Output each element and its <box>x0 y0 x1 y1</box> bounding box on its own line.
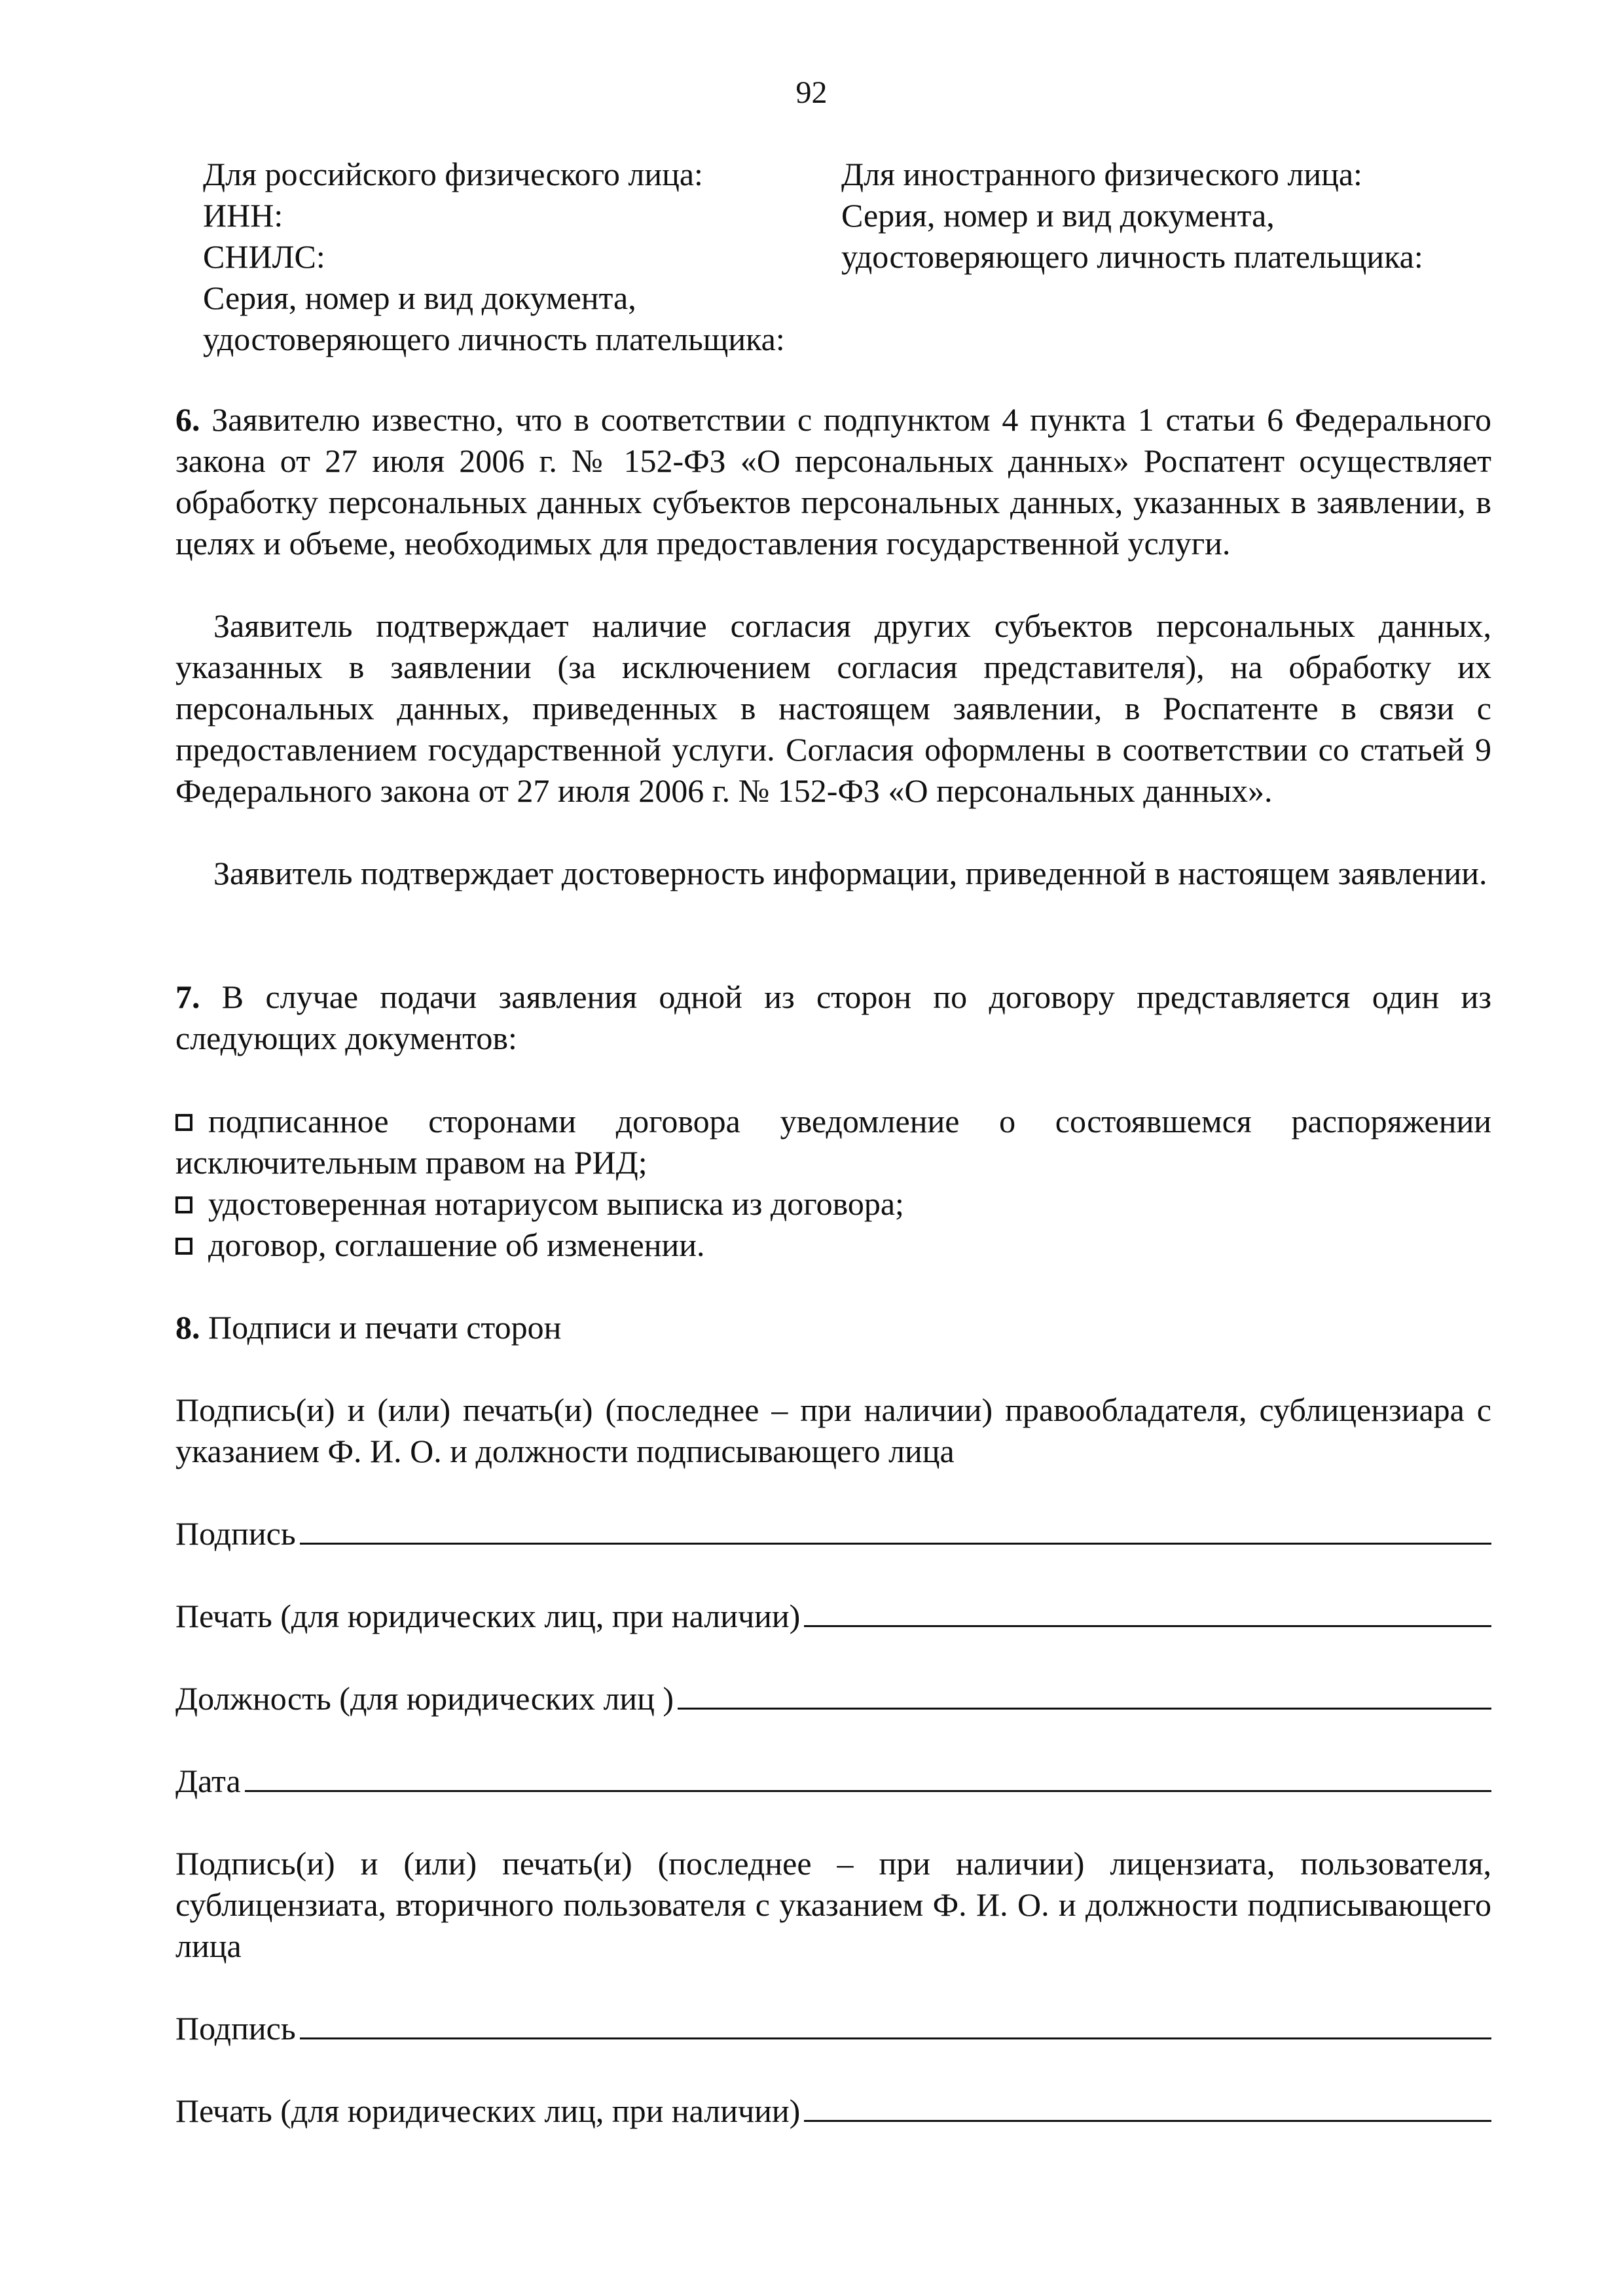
checkbox-contract[interactable] <box>175 1238 192 1255</box>
party2-intro: Подпись(и) и (или) печать(и) (последнее – при наличии) лицензиата, пользователя, сублицензиата, вторичного пользователя с указанием Ф. И. О. и должности подписывающего лица <box>175 1845 1491 1964</box>
party1-date-label: Дата <box>175 1763 241 1799</box>
section-7-number: 7. <box>175 978 200 1015</box>
section-8-number: 8. <box>175 1309 200 1346</box>
option-1-label: подписанное сторонами договора уведомление о состоявшемся распоряжении исключительным правом на РИД; <box>175 1103 1491 1181</box>
party2-signature-label: Подпись <box>175 2010 296 2047</box>
party2-seal-label: Печать (для юридических лиц, при наличии) <box>175 2092 801 2129</box>
party1-position-row[interactable] <box>175 1678 1491 1719</box>
inn-label: ИНН: <box>203 197 283 234</box>
party1-date-line[interactable] <box>245 1761 1491 1792</box>
section-7-option-2[interactable] <box>175 1183 1491 1225</box>
option-3-label: договор, соглашение об изменении. <box>208 1227 705 1263</box>
party1-seal-line[interactable] <box>804 1596 1491 1627</box>
party1-intro: Подпись(и) и (или) печать(и) (последнее – при наличии) правообладателя, сублицензиара с указанием Ф. И. О. и должности подписывающего лица <box>175 1391 1491 1469</box>
section-6-para1-text: Заявителю известно, что в соответствии с подпунктом 4 пункта 1 статьи 6 Федерального закона от 27 июля 2006 г. № 152-ФЗ «О персональных данных» Роспатент осуществляет обработку персональных данных субъектов персональных данных, указанных в заявлении, в целях и объеме, необходимых для предоставления государственной услуги. <box>175 401 1492 562</box>
section-7-intro <box>175 977 1491 1059</box>
party2-seal-row[interactable] <box>175 2090 1491 2132</box>
foreign-doc-line2: удостоверяющего личность плательщика: <box>841 238 1423 275</box>
snils-label: СНИЛС: <box>203 238 325 275</box>
party1-signature-row[interactable] <box>175 1513 1491 1554</box>
checkbox-notary-extract[interactable] <box>175 1196 192 1213</box>
party2-signature-line[interactable] <box>300 2009 1491 2039</box>
option-2-label: удостоверенная нотариусом выписка из договора; <box>208 1185 904 1222</box>
party1-signature-label: Подпись <box>175 1515 296 1552</box>
page-number: 92 <box>795 75 828 110</box>
party1-position-line[interactable] <box>678 1679 1491 1710</box>
section-6-para1 <box>175 399 1491 564</box>
foreign-heading: Для иностранного физического лица: <box>841 156 1362 192</box>
russian-doc-line1: Серия, номер и вид документа, <box>203 279 636 316</box>
foreign-doc-line1: Серия, номер и вид документа, <box>841 197 1275 234</box>
section-7-intro-text: В случае подачи заявления одной из сторон по договору представляется один из следующих документов: <box>175 978 1492 1056</box>
section-8-heading <box>175 1307 1491 1348</box>
section-7-option-3[interactable] <box>175 1225 1491 1266</box>
party1-seal-label: Печать (для юридических лиц, при наличии) <box>175 1598 801 1634</box>
foreign-person-column <box>841 154 1496 278</box>
checkbox-notice[interactable] <box>175 1114 192 1131</box>
russian-person-column <box>203 154 858 360</box>
section-6-para2: Заявитель подтверждает наличие согласия других субъектов персональных данных, указанных в заявлении (за исключением согласия представителя), на обработку их персональных данных, приведенных в настоящем заявлении, в Роспатенте в связи с предоставлением государственной услуги. Согласия оформлены в соответствии со статьей 9 Федерального закона от 27 июля 2006 г. № 152-ФЗ «О персональных данных». <box>175 607 1491 809</box>
party1-signature-line[interactable] <box>300 1514 1491 1545</box>
russian-heading: Для российского физического лица: <box>203 156 703 192</box>
section-8-title: Подписи и печати сторон <box>208 1309 562 1346</box>
russian-doc-line2: удостоверяющего личность плательщика: <box>203 321 785 357</box>
party1-position-label: Должность (для юридических лиц ) <box>175 1680 674 1717</box>
party1-seal-row[interactable] <box>175 1596 1491 1637</box>
section-6-para3: Заявитель подтверждает достоверность информации, приведенной в настоящем заявлении. <box>213 855 1487 891</box>
section-7-option-1[interactable] <box>175 1101 1491 1183</box>
party2-seal-line[interactable] <box>804 2091 1491 2122</box>
party2-signature-row[interactable] <box>175 2008 1491 2049</box>
party1-date-row[interactable] <box>175 1761 1491 1802</box>
section-6-number: 6. <box>175 401 200 438</box>
